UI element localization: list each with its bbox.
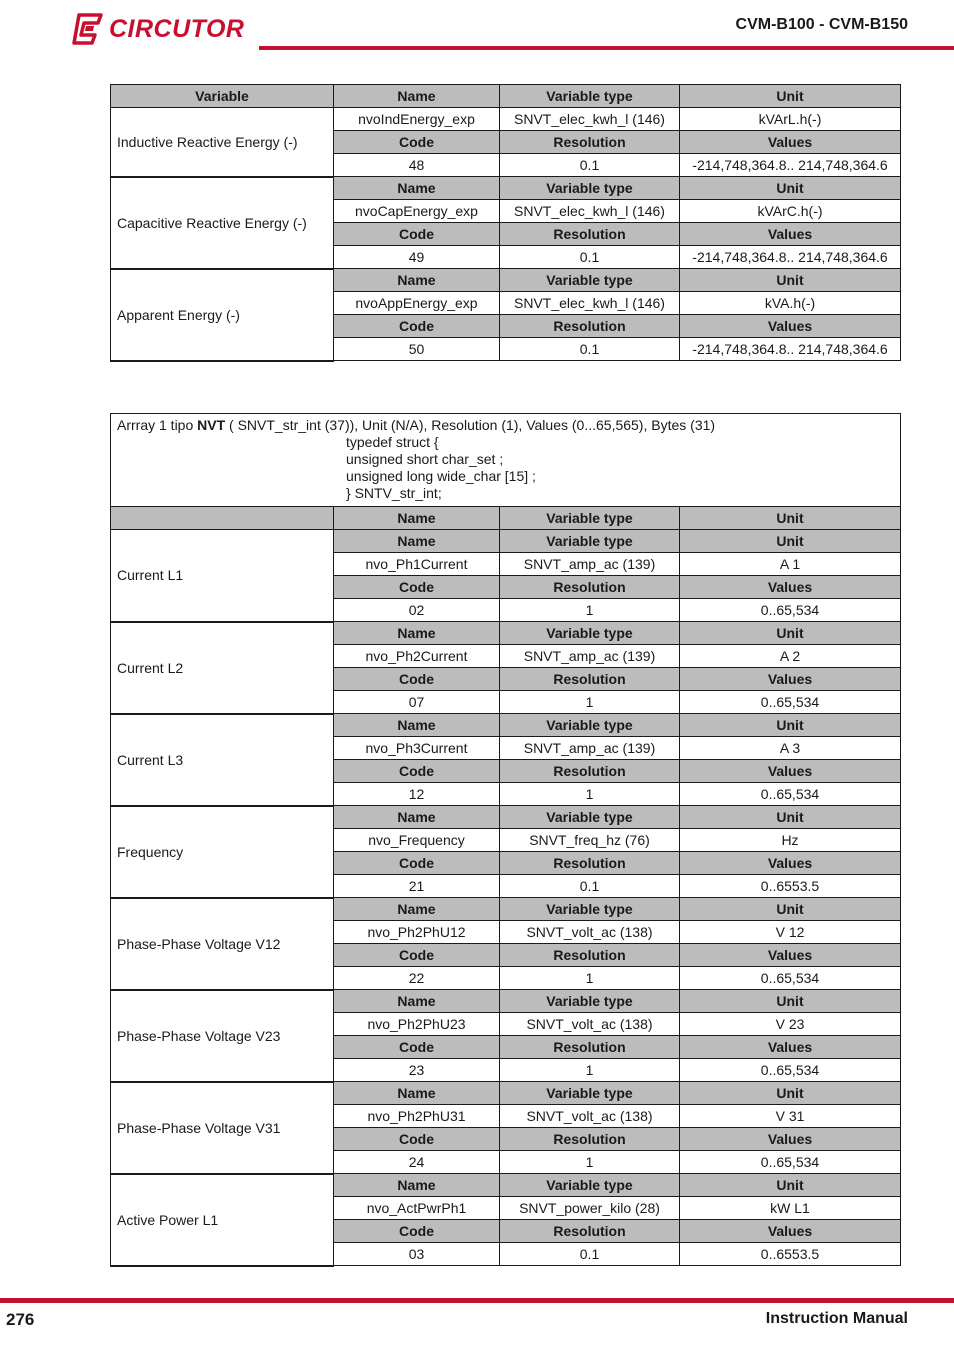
- name-header-row: [111, 990, 901, 1013]
- variable-label: Phase-Phase Voltage V31: [111, 1082, 334, 1174]
- variable-unit: A 2: [680, 645, 901, 668]
- values-label: Values: [680, 760, 901, 783]
- variable-code: 23: [334, 1059, 500, 1082]
- table-header-row: [111, 85, 901, 108]
- column-header-name: Name: [334, 85, 500, 108]
- variable-label: Current L1: [111, 530, 334, 622]
- values-label: Values: [680, 1128, 901, 1151]
- code-line: unsigned short char_set ;: [346, 451, 504, 467]
- variable-name: nvo_Ph2PhU12: [334, 921, 500, 944]
- variable-name: nvoIndEnergy_exp: [334, 108, 500, 131]
- variable-unit: V 12: [680, 921, 901, 944]
- name-label: Name: [334, 622, 500, 645]
- variable-label: Apparent Energy (-): [111, 269, 334, 361]
- variable-code: 07: [334, 691, 500, 714]
- variable-type: SNVT_freq_hz (76): [500, 829, 680, 852]
- name-label: Name: [334, 1174, 500, 1197]
- resolution-label: Resolution: [500, 1128, 680, 1151]
- variable-code: 48: [334, 154, 500, 177]
- variable-values: 0..65,534: [680, 783, 901, 806]
- page-number: 276: [6, 1310, 35, 1329]
- variable-code: 21: [334, 875, 500, 898]
- name-label: Name: [334, 990, 500, 1013]
- values-label: Values: [680, 852, 901, 875]
- struct-description: [111, 414, 901, 507]
- variable-type: SNVT_amp_ac (139): [500, 737, 680, 760]
- variable-resolution: 1: [500, 691, 680, 714]
- nvt-variables-table: [110, 413, 901, 1267]
- code-label: Code: [334, 944, 500, 967]
- logo-text: CIRCUTOR: [109, 14, 245, 43]
- variable-resolution: 1: [500, 599, 680, 622]
- code-label: Code: [334, 760, 500, 783]
- values-label: Values: [680, 1036, 901, 1059]
- variable-code: 24: [334, 1151, 500, 1174]
- variable-values: -214,748,364.8.. 214,748,364.6: [680, 338, 901, 361]
- intro-row: [111, 414, 901, 507]
- variable-values: 0..65,534: [680, 1059, 901, 1082]
- code-label: Code: [334, 315, 500, 338]
- variable-label: Phase-Phase Voltage V23: [111, 990, 334, 1082]
- variable-name: nvo_ActPwrPh1: [334, 1197, 500, 1220]
- variable-unit: A 3: [680, 737, 901, 760]
- header-rule: [259, 46, 954, 50]
- variable-unit: kVArL.h(-): [680, 108, 901, 131]
- type-label: Variable type: [500, 269, 680, 292]
- variable-resolution: 1: [500, 1059, 680, 1082]
- code-line: typedef struct {: [346, 434, 439, 450]
- variable-type: SNVT_volt_ac (138): [500, 1105, 680, 1128]
- code-label: Code: [334, 1036, 500, 1059]
- name-header-row: [111, 714, 901, 737]
- variable-type: SNVT_volt_ac (138): [500, 1013, 680, 1036]
- variable-label: Inductive Reactive Energy (-): [111, 108, 334, 177]
- name-header-row: [111, 530, 901, 553]
- variable-type: SNVT_amp_ac (139): [500, 645, 680, 668]
- code-line: unsigned long wide_char [15] ;: [346, 468, 536, 484]
- name-label: Name: [334, 1082, 500, 1105]
- variable-code: 22: [334, 967, 500, 990]
- variable-resolution: 1: [500, 783, 680, 806]
- unit-label: Unit: [680, 530, 901, 553]
- column-header-type: Variable type: [500, 507, 680, 530]
- variable-code: 49: [334, 246, 500, 269]
- variable-type: SNVT_power_kilo (28): [500, 1197, 680, 1220]
- type-label: Variable type: [500, 714, 680, 737]
- variable-unit: A 1: [680, 553, 901, 576]
- variable-name: nvo_Ph2PhU23: [334, 1013, 500, 1036]
- variable-resolution: 0.1: [500, 246, 680, 269]
- column-header-unit: Unit: [680, 85, 901, 108]
- name-header-row: [111, 269, 901, 292]
- type-label: Variable type: [500, 530, 680, 553]
- name-label: Name: [334, 177, 500, 200]
- variable-type: SNVT_elec_kwh_l (146): [500, 292, 680, 315]
- variable-values: 0..65,534: [680, 691, 901, 714]
- variable-label: Current L2: [111, 622, 334, 714]
- code-label: Code: [334, 1128, 500, 1151]
- name-label: Name: [334, 530, 500, 553]
- type-label: Variable type: [500, 990, 680, 1013]
- variable-resolution: 0.1: [500, 1243, 680, 1266]
- variable-unit: V 23: [680, 1013, 901, 1036]
- energy-variables-table: [110, 84, 901, 362]
- variable-values: -214,748,364.8.. 214,748,364.6: [680, 246, 901, 269]
- unit-label: Unit: [680, 990, 901, 1013]
- type-label: Variable type: [500, 1174, 680, 1197]
- variable-unit: kVArC.h(-): [680, 200, 901, 223]
- unit-label: Unit: [680, 622, 901, 645]
- variable-resolution: 1: [500, 967, 680, 990]
- variable-code: 02: [334, 599, 500, 622]
- variable-label: Current L3: [111, 714, 334, 806]
- name-header-row: [111, 622, 901, 645]
- values-label: Values: [680, 1220, 901, 1243]
- name-header-row: [111, 898, 901, 921]
- circutor-logo: [71, 12, 244, 46]
- footer-rule: [0, 1298, 954, 1303]
- unit-label: Unit: [680, 898, 901, 921]
- unit-label: Unit: [680, 1174, 901, 1197]
- values-label: Values: [680, 223, 901, 246]
- values-label: Values: [680, 668, 901, 691]
- column-header-unit: Unit: [680, 507, 901, 530]
- resolution-label: Resolution: [500, 576, 680, 599]
- variable-name: nvoCapEnergy_exp: [334, 200, 500, 223]
- variable-unit: kVA.h(-): [680, 292, 901, 315]
- code-label: Code: [334, 1220, 500, 1243]
- variable-unit: kW L1: [680, 1197, 901, 1220]
- column-header-name: Name: [334, 507, 500, 530]
- variable-resolution: 0.1: [500, 338, 680, 361]
- resolution-label: Resolution: [500, 131, 680, 154]
- column-header-type: Variable type: [500, 85, 680, 108]
- unit-label: Unit: [680, 714, 901, 737]
- variable-label: Capacitive Reactive Energy (-): [111, 177, 334, 269]
- unit-label: Unit: [680, 177, 901, 200]
- variable-name: nvo_Ph1Current: [334, 553, 500, 576]
- name-label: Name: [334, 269, 500, 292]
- resolution-label: Resolution: [500, 315, 680, 338]
- variable-values: 0..6553.5: [680, 875, 901, 898]
- type-label: Variable type: [500, 806, 680, 829]
- variable-name: nvo_Frequency: [334, 829, 500, 852]
- variable-label: Frequency: [111, 806, 334, 898]
- variable-name: nvo_Ph2PhU31: [334, 1105, 500, 1128]
- name-label: Name: [334, 714, 500, 737]
- variable-unit: V 31: [680, 1105, 901, 1128]
- variable-type: SNVT_elec_kwh_l (146): [500, 200, 680, 223]
- variable-label: Active Power L1: [111, 1174, 334, 1266]
- table-header-row: [111, 507, 901, 530]
- variable-name: nvoAppEnergy_exp: [334, 292, 500, 315]
- variable-values: 0..6553.5: [680, 1243, 901, 1266]
- type-label: Variable type: [500, 898, 680, 921]
- variable-code: 03: [334, 1243, 500, 1266]
- resolution-label: Resolution: [500, 852, 680, 875]
- document-title: CVM-B100 - CVM-B150: [735, 16, 908, 33]
- values-label: Values: [680, 944, 901, 967]
- variable-type: SNVT_amp_ac (139): [500, 553, 680, 576]
- name-header-row: [111, 806, 901, 829]
- column-header-variable: Variable: [111, 85, 334, 108]
- name-label: Name: [334, 898, 500, 921]
- code-label: Code: [334, 668, 500, 691]
- unit-label: Unit: [680, 806, 901, 829]
- type-label: Variable type: [500, 622, 680, 645]
- name-row: [111, 108, 901, 131]
- variable-code: 12: [334, 783, 500, 806]
- variable-resolution: 1: [500, 1151, 680, 1174]
- name-header-row: [111, 177, 901, 200]
- variable-unit: Hz: [680, 829, 901, 852]
- variable-values: 0..65,534: [680, 599, 901, 622]
- variable-values: -214,748,364.8.. 214,748,364.6: [680, 154, 901, 177]
- resolution-label: Resolution: [500, 760, 680, 783]
- values-label: Values: [680, 576, 901, 599]
- variable-code: 50: [334, 338, 500, 361]
- variable-name: nvo_Ph3Current: [334, 737, 500, 760]
- variable-label: Phase-Phase Voltage V12: [111, 898, 334, 990]
- variable-values: 0..65,534: [680, 1151, 901, 1174]
- column-header-blank: [111, 507, 334, 530]
- type-label: Variable type: [500, 177, 680, 200]
- resolution-label: Resolution: [500, 1036, 680, 1059]
- footer-title: Instruction Manual: [765, 1310, 908, 1327]
- variable-name: nvo_Ph2Current: [334, 645, 500, 668]
- circutor-logo-icon: [71, 13, 105, 45]
- resolution-label: Resolution: [500, 944, 680, 967]
- variable-resolution: 0.1: [500, 875, 680, 898]
- unit-label: Unit: [680, 1082, 901, 1105]
- variable-type: SNVT_elec_kwh_l (146): [500, 108, 680, 131]
- name-header-row: [111, 1082, 901, 1105]
- code-label: Code: [334, 852, 500, 875]
- name-label: Name: [334, 806, 500, 829]
- unit-label: Unit: [680, 269, 901, 292]
- resolution-label: Resolution: [500, 1220, 680, 1243]
- variable-resolution: 0.1: [500, 154, 680, 177]
- code-label: Code: [334, 576, 500, 599]
- intro-summary: Arrray 1 tipo NVT ( SNVT_str_int (37)), Unit (N/A), Resolution (1), Values (0...65,565), Bytes (31): [117, 417, 716, 433]
- code-label: Code: [334, 223, 500, 246]
- variable-values: 0..65,534: [680, 967, 901, 990]
- values-label: Values: [680, 131, 901, 154]
- variable-type: SNVT_volt_ac (138): [500, 921, 680, 944]
- code-label: Code: [334, 131, 500, 154]
- resolution-label: Resolution: [500, 668, 680, 691]
- type-label: Variable type: [500, 1082, 680, 1105]
- resolution-label: Resolution: [500, 223, 680, 246]
- code-line: } SNTV_str_int;: [346, 485, 442, 501]
- name-header-row: [111, 1174, 901, 1197]
- values-label: Values: [680, 315, 901, 338]
